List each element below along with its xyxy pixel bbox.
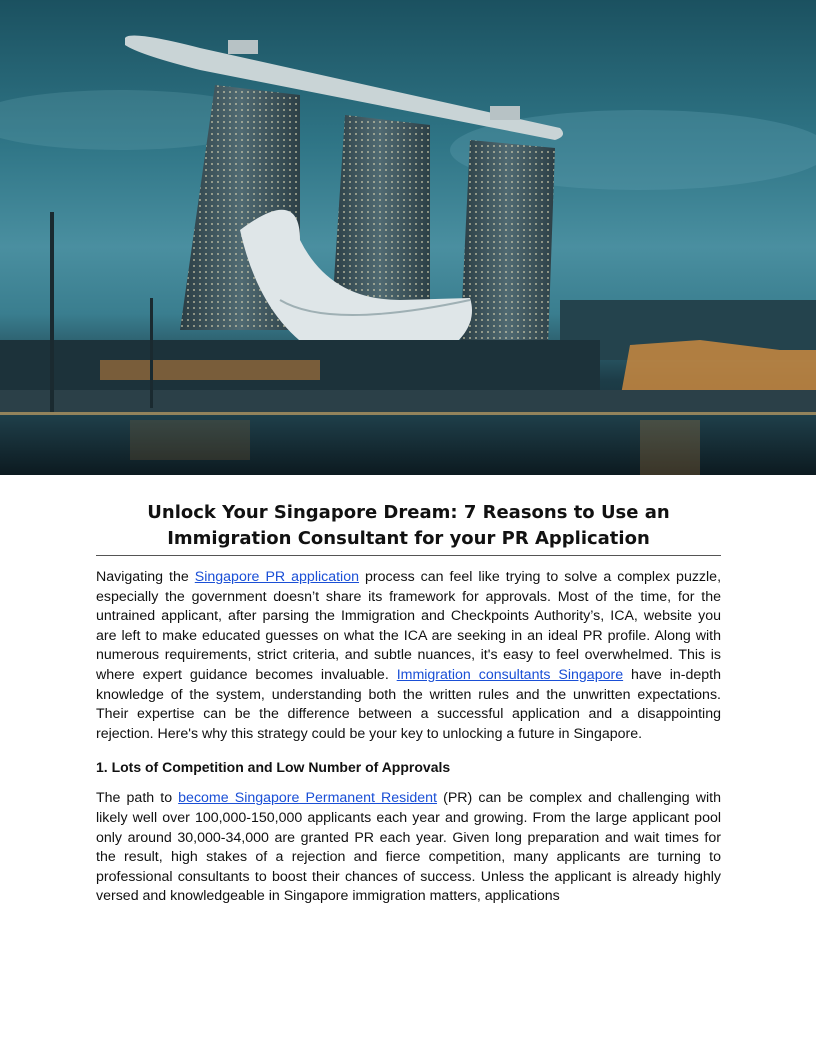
section-1-paragraph: The path to become Singapore Permanent Resident (PR) can be complex and challenging with likely well over 100,000-150,000 applicants each year and growing. From the large applicant pool only around 30,000-34,000 are granted PR each year. Given long preparation and wait times for the result, high stakes of a rejection and fierce competition, many applicants are turning to professional consultants to boost their chances of success. Unless the applicant is already highly versed and knowledgeable in Singapore immigration matters, applications	[96, 790, 721, 905]
section-1-heading: 1. Lots of Competition and Low Number of Approvals	[96, 759, 451, 776]
marina-bay-illustration	[0, 0, 816, 475]
immigration-consultants-link[interactable]: Immigration consultants Singapore	[396, 666, 624, 683]
singapore-pr-application-link[interactable]: Singapore PR application	[194, 569, 359, 585]
intro-paragraph: Navigating the Singapore PR application process can feel like trying to solve a complex puzzle, especially the government doesn’t share its framework for approvals. Most of the time, for the untrained applicant, after parsing the Immigration and Checkpoints Authority’s, ICA, website you are left to make educated guesses on what the ICA are seeking in an ideal PR profile. Along with numerous requirements, strict criteria, and subtle nuances, it's easy to feel overwhelmed. This is where expert guidance becomes invaluable. Immigration consultants Singapore have in-depth knowledge of the system, understanding both the written rules and the unwritten expectations. Their expertise can be the difference between a successful application and a disappointing rejection. Here's why this strategy could be your key to unlocking a future in Singapore.	[96, 569, 722, 742]
hero-image	[0, 0, 816, 475]
become-pr-link[interactable]: become Singapore Permanent Resident	[178, 790, 438, 807]
article-title: Unlock Your Singapore Dream: 7 Reasons to Use an Immigration Consultant for your PR Application	[96, 500, 721, 556]
article	[96, 500, 721, 907]
